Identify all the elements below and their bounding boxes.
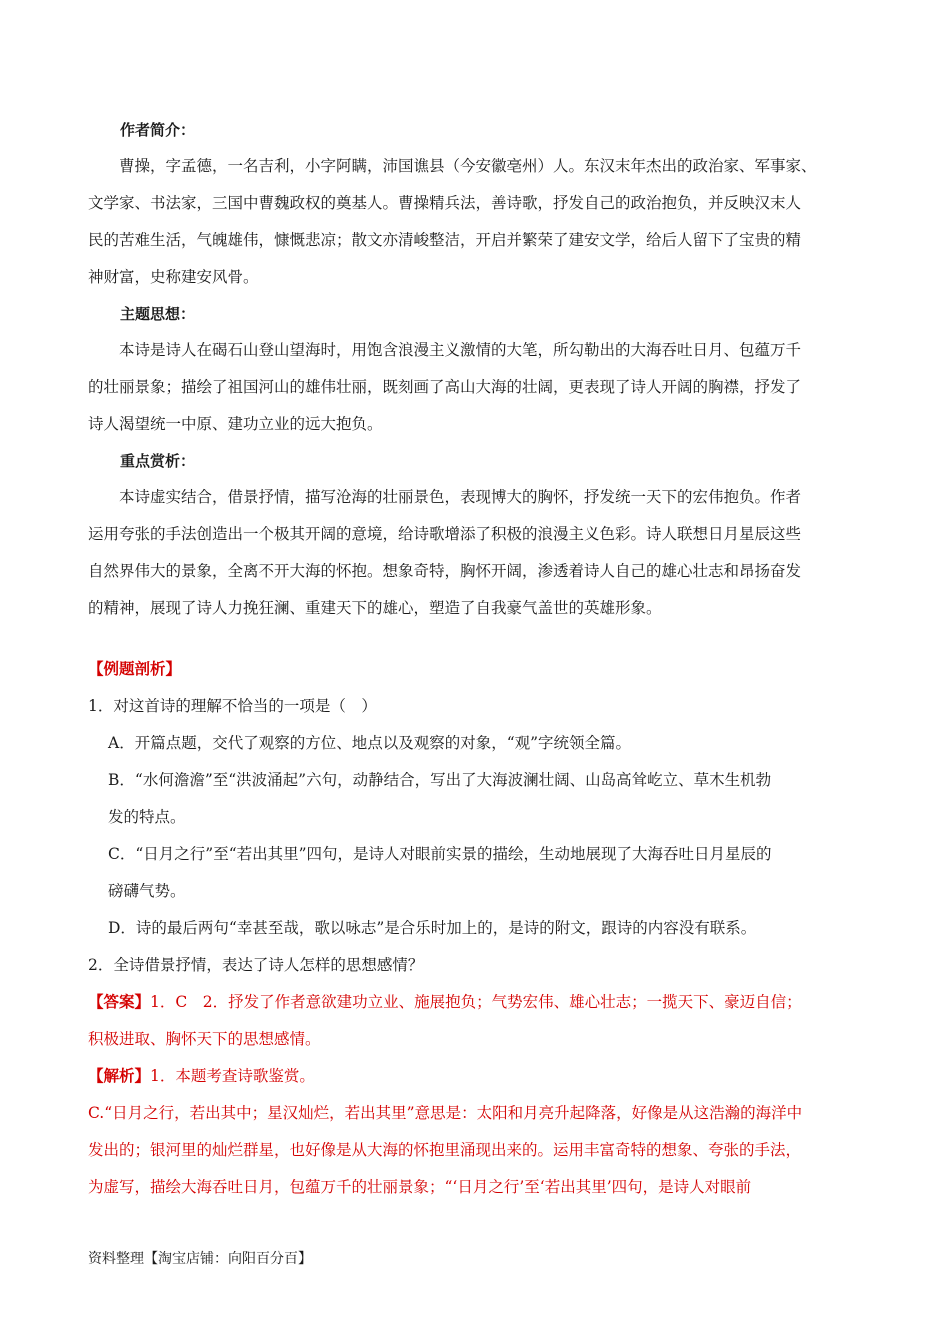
appreciation-line: 本诗虚实结合，借景抒情，描写沧海的壮丽景色，表现博大的胸怀，抒发统一天下的宏伟抱负。作者 (119, 488, 802, 506)
example-heading: 【例题剖析】 (88, 660, 182, 678)
appreciation-heading: 重点赏析： (120, 452, 196, 470)
theme-line: 本诗是诗人在碣石山登山望海时，用饱含浪漫主义激情的大笔，所勾勒出的大海吞吐日月、包蕴万千 (119, 341, 802, 359)
answer-line-cont: 积极进取、胸怀天下的思想感情。 (88, 1030, 321, 1048)
author-line: 曹操，字孟德，一名吉利，小字阿瞒，沛国谯县（今安徽亳州）人。东汉末年杰出的政治家、军事家、 (119, 157, 817, 175)
analysis-detail: 发出的；银河里的灿烂群星，也好像是从大海的怀抱里涌现出来的。运用丰富奇特的想象、夸张的手法， (88, 1141, 802, 1159)
author-line: 文学家、书法家，三国中曹魏政权的奠基人。曹操精兵法，善诗歌，抒发自己的政治抱负，并反映汉末人 (88, 194, 802, 212)
option-b-cont: 发的特点。 (108, 808, 186, 826)
question-1: 1．对这首诗的理解不恰当的一项是（ ） (88, 697, 377, 715)
theme-line: 诗人渴望统一中原、建功立业的远大抱负。 (88, 415, 383, 433)
analysis-label: 【解析】 (88, 1067, 151, 1085)
appreciation-line: 运用夸张的手法创造出一个极其开阔的意境，给诗歌增添了积极的浪漫主义色彩。诗人联想日月星辰这些 (88, 525, 802, 543)
answer-text: 1．C 2．抒发了作者意欲建功立业、施展抱负；气势宏伟、雄心壮志；一揽天下、豪迈自信； (150, 993, 802, 1011)
analysis-detail: C.“日月之行，若出其中；星汉灿烂，若出其里”意思是：太阳和月亮升起降落，好像是从这浩瀚的海洋中 (88, 1104, 803, 1122)
option-c: C．“日月之行”至“若出其里”四句，是诗人对眼前实景的描绘，生动地展现了大海吞吐日月星辰的 (108, 845, 772, 863)
question-2: 2．全诗借景抒情，表达了诗人怎样的思想感情？ (88, 956, 424, 974)
page-footer: 资料整理【淘宝店铺：向阳百分百】 (88, 1251, 312, 1267)
analysis-text: 1．本题考查诗歌鉴赏。 (150, 1067, 315, 1085)
appreciation-line: 自然界伟大的景象，全离不开大海的怀抱。想象奇特，胸怀开阔，渗透着诗人自己的雄心壮志和昂扬奋发 (88, 562, 802, 580)
author-line: 神财富，史称建安风骨。 (88, 268, 259, 286)
appreciation-line: 的精神，展现了诗人力挽狂澜、重建天下的雄心，塑造了自我豪气盖世的英雄形象。 (88, 599, 662, 617)
document-body (88, 112, 868, 1206)
answer-line (88, 984, 868, 1021)
answer-label: 【答案】 (88, 993, 151, 1011)
analysis-line (88, 1058, 868, 1095)
author-heading: 作者简介： (120, 121, 196, 139)
option-c-cont: 磅礴气势。 (108, 882, 186, 900)
analysis-detail: 为虚写，描绘大海吞吐日月，包蕴万千的壮丽景象；“‘日月之行’至‘若出其里’四句，是诗人对眼前 (88, 1178, 752, 1196)
option-d: D．诗的最后两句“幸甚至哉，歌以咏志”是合乐时加上的，是诗的附文，跟诗的内容没有联系。 (108, 919, 757, 937)
theme-heading: 主题思想： (120, 305, 196, 323)
theme-line: 的壮丽景象；描绘了祖国河山的雄伟壮丽，既刻画了高山大海的壮阔，更表现了诗人开阔的胸襟，抒发了 (88, 378, 802, 396)
option-a: A．开篇点题，交代了观察的方位、地点以及观察的对象，“观”字统领全篇。 (108, 734, 632, 752)
author-line: 民的苦难生活，气魄雄伟，慷慨悲凉；散文亦清峻整洁，开启并繁荣了建安文学，给后人留下了宝贵的精 (88, 231, 802, 249)
option-b: B．“水何澹澹”至“洪波涌起”六句，动静结合，写出了大海波澜壮阔、山岛高耸屹立、草木生机勃 (108, 771, 772, 789)
